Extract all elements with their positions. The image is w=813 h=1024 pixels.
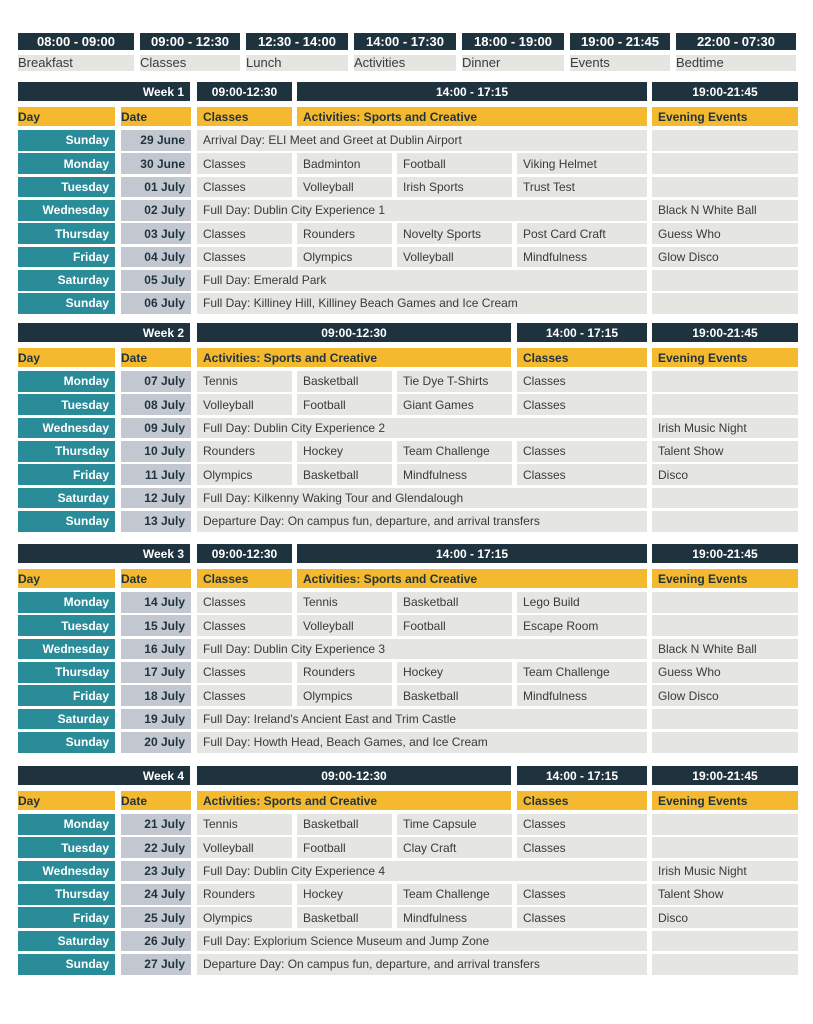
evening-cell: Glow Disco <box>652 247 798 268</box>
activity-cell: Trust Test <box>517 177 647 198</box>
activity-cell: Novelty Sports <box>397 223 512 244</box>
date-cell: 01 July <box>121 177 191 198</box>
day-cell: Sunday <box>18 130 115 151</box>
activity-cell: Classes <box>197 153 292 174</box>
date-cell: 18 July <box>121 685 191 706</box>
full-day-cell: Full Day: Dublin City Experience 1 <box>197 200 647 221</box>
full-day-cell: Full Day: Emerald Park <box>197 270 647 291</box>
date-cell: 07 July <box>121 371 191 392</box>
activity-cell: Basketball <box>297 814 392 835</box>
evening-cell <box>652 592 798 613</box>
date-cell: 10 July <box>121 441 191 462</box>
activity-cell: Hockey <box>397 662 512 683</box>
time-header-afternoon: 14:00 - 17:15 <box>517 323 647 342</box>
activity-cell: Classes <box>517 394 647 415</box>
day-cell: Saturday <box>18 931 115 952</box>
activity-cell: Post Card Craft <box>517 223 647 244</box>
column-header-evening: Evening Events <box>652 791 798 810</box>
activity-cell: Volleyball <box>197 837 292 858</box>
date-cell: 20 July <box>121 732 191 753</box>
day-cell: Saturday <box>18 488 115 509</box>
column-header-day: Day <box>18 348 115 367</box>
date-cell: 30 June <box>121 153 191 174</box>
day-cell: Wednesday <box>18 200 115 221</box>
day-cell: Friday <box>18 907 115 928</box>
date-cell: 15 July <box>121 615 191 636</box>
column-header-activities: Activities: Sports and Creative <box>197 791 511 810</box>
time-header-evening: 19:00-21:45 <box>652 544 798 563</box>
date-cell: 27 July <box>121 954 191 975</box>
activity-cell: Rounders <box>297 223 392 244</box>
full-day-cell: Full Day: Ireland's Ancient East and Trim Castle <box>197 709 647 730</box>
day-cell: Thursday <box>18 223 115 244</box>
activity-cell: Classes <box>517 837 647 858</box>
date-cell: 09 July <box>121 418 191 439</box>
evening-cell: Irish Music Night <box>652 418 798 439</box>
evening-cell <box>652 394 798 415</box>
activity-cell: Irish Sports <box>397 177 512 198</box>
column-header-date: Date <box>121 107 191 126</box>
evening-cell: Black N White Ball <box>652 200 798 221</box>
day-cell: Tuesday <box>18 615 115 636</box>
overview-time: 18:00 - 19:00 <box>462 33 564 50</box>
date-cell: 12 July <box>121 488 191 509</box>
activity-cell: Giant Games <box>397 394 512 415</box>
activity-cell: Classes <box>517 884 647 905</box>
evening-cell <box>652 732 798 753</box>
column-header-day: Day <box>18 569 115 588</box>
day-cell: Tuesday <box>18 837 115 858</box>
activity-cell: Escape Room <box>517 615 647 636</box>
date-cell: 22 July <box>121 837 191 858</box>
time-header-afternoon: 14:00 - 17:15 <box>297 82 647 101</box>
day-cell: Friday <box>18 464 115 485</box>
evening-cell: Guess Who <box>652 223 798 244</box>
column-header-classes: Classes <box>517 791 647 810</box>
activity-cell: Mindfulness <box>517 247 647 268</box>
day-cell: Monday <box>18 371 115 392</box>
time-header-morning: 09:00-12:30 <box>197 323 511 342</box>
evening-cell <box>652 931 798 952</box>
day-cell: Monday <box>18 153 115 174</box>
overview-time: 19:00 - 21:45 <box>570 33 670 50</box>
date-cell: 05 July <box>121 270 191 291</box>
date-cell: 13 July <box>121 511 191 532</box>
date-cell: 26 July <box>121 931 191 952</box>
column-header-day: Day <box>18 791 115 810</box>
day-cell: Monday <box>18 814 115 835</box>
evening-cell <box>652 709 798 730</box>
activity-cell: Classes <box>197 247 292 268</box>
overview-label: Activities <box>354 55 456 71</box>
date-cell: 11 July <box>121 464 191 485</box>
overview-label: Breakfast <box>18 55 134 71</box>
date-cell: 19 July <box>121 709 191 730</box>
activity-cell: Basketball <box>297 464 392 485</box>
date-cell: 25 July <box>121 907 191 928</box>
week-title: Week 4 <box>18 766 190 785</box>
activity-cell: Basketball <box>397 592 512 613</box>
activity-cell: Basketball <box>297 907 392 928</box>
column-header-evening: Evening Events <box>652 569 798 588</box>
activity-cell: Classes <box>197 223 292 244</box>
column-header-day: Day <box>18 107 115 126</box>
time-header-evening: 19:00-21:45 <box>652 323 798 342</box>
evening-cell <box>652 177 798 198</box>
evening-cell: Irish Music Night <box>652 861 798 882</box>
activity-cell: Classes <box>517 464 647 485</box>
time-header-afternoon: 14:00 - 17:15 <box>297 544 647 563</box>
full-day-cell: Departure Day: On campus fun, departure, and arrival transfers <box>197 954 647 975</box>
activity-cell: Mindfulness <box>397 907 512 928</box>
date-cell: 02 July <box>121 200 191 221</box>
overview-label: Dinner <box>462 55 564 71</box>
day-cell: Sunday <box>18 732 115 753</box>
day-cell: Friday <box>18 247 115 268</box>
activity-cell: Tennis <box>197 371 292 392</box>
day-cell: Tuesday <box>18 394 115 415</box>
column-header-activities: Activities: Sports and Creative <box>197 348 511 367</box>
time-header-morning: 09:00-12:30 <box>197 544 292 563</box>
activity-cell: Volleyball <box>397 247 512 268</box>
evening-cell <box>652 488 798 509</box>
activity-cell: Volleyball <box>297 177 392 198</box>
activity-cell: Volleyball <box>197 394 292 415</box>
activity-cell: Rounders <box>197 884 292 905</box>
evening-cell <box>652 954 798 975</box>
overview-label: Classes <box>140 55 240 71</box>
column-header-evening: Evening Events <box>652 348 798 367</box>
column-header-classes: Classes <box>517 348 647 367</box>
activity-cell: Rounders <box>297 662 392 683</box>
column-header-activities: Activities: Sports and Creative <box>297 569 647 588</box>
overview-label: Bedtime <box>676 55 796 71</box>
date-cell: 08 July <box>121 394 191 415</box>
time-header-evening: 19:00-21:45 <box>652 766 798 785</box>
date-cell: 24 July <box>121 884 191 905</box>
day-cell: Monday <box>18 592 115 613</box>
overview-time: 08:00 - 09:00 <box>18 33 134 50</box>
activity-cell: Badminton <box>297 153 392 174</box>
activity-cell: Clay Craft <box>397 837 512 858</box>
time-header-evening: 19:00-21:45 <box>652 82 798 101</box>
date-cell: 17 July <box>121 662 191 683</box>
activity-cell: Mindfulness <box>397 464 512 485</box>
activity-cell: Football <box>397 615 512 636</box>
day-cell: Wednesday <box>18 639 115 660</box>
activity-cell: Hockey <box>297 884 392 905</box>
activity-cell: Basketball <box>297 371 392 392</box>
day-cell: Thursday <box>18 662 115 683</box>
evening-cell <box>652 814 798 835</box>
week-title: Week 2 <box>18 323 190 342</box>
date-cell: 04 July <box>121 247 191 268</box>
date-cell: 21 July <box>121 814 191 835</box>
evening-cell: Disco <box>652 464 798 485</box>
activity-cell: Team Challenge <box>517 662 647 683</box>
day-cell: Thursday <box>18 441 115 462</box>
date-cell: 16 July <box>121 639 191 660</box>
full-day-cell: Full Day: Dublin City Experience 3 <box>197 639 647 660</box>
time-header-afternoon: 14:00 - 17:15 <box>517 766 647 785</box>
activity-cell: Classes <box>197 662 292 683</box>
evening-cell <box>652 837 798 858</box>
activity-cell: Olympics <box>297 247 392 268</box>
activity-cell: Tie Dye T-Shirts <box>397 371 512 392</box>
overview-label: Events <box>570 55 670 71</box>
activity-cell: Classes <box>517 441 647 462</box>
day-cell: Friday <box>18 685 115 706</box>
overview-label: Lunch <box>246 55 348 71</box>
evening-cell: Black N White Ball <box>652 639 798 660</box>
time-header-morning: 09:00-12:30 <box>197 82 292 101</box>
activity-cell: Tennis <box>297 592 392 613</box>
column-header-date: Date <box>121 569 191 588</box>
overview-time: 14:00 - 17:30 <box>354 33 456 50</box>
day-cell: Wednesday <box>18 861 115 882</box>
full-day-cell: Full Day: Killiney Hill, Killiney Beach Games and Ice Cream <box>197 293 647 314</box>
full-day-cell: Full Day: Howth Head, Beach Games, and Ice Cream <box>197 732 647 753</box>
full-day-cell: Arrival Day: ELI Meet and Greet at Dublin Airport <box>197 130 647 151</box>
activity-cell: Time Capsule <box>397 814 512 835</box>
activity-cell: Classes <box>197 685 292 706</box>
activity-cell: Olympics <box>297 685 392 706</box>
activity-cell: Classes <box>517 814 647 835</box>
column-header-classes: Classes <box>197 569 292 588</box>
activity-cell: Rounders <box>197 441 292 462</box>
column-header-activities: Activities: Sports and Creative <box>297 107 647 126</box>
activity-cell: Olympics <box>197 464 292 485</box>
date-cell: 23 July <box>121 861 191 882</box>
activity-cell: Mindfulness <box>517 685 647 706</box>
activity-cell: Team Challenge <box>397 441 512 462</box>
evening-cell <box>652 371 798 392</box>
evening-cell <box>652 615 798 636</box>
evening-cell <box>652 153 798 174</box>
evening-cell <box>652 270 798 291</box>
activity-cell: Classes <box>197 592 292 613</box>
week-title: Week 3 <box>18 544 190 563</box>
evening-cell: Talent Show <box>652 441 798 462</box>
activity-cell: Football <box>297 837 392 858</box>
full-day-cell: Full Day: Dublin City Experience 4 <box>197 861 647 882</box>
activity-cell: Classes <box>517 907 647 928</box>
full-day-cell: Full Day: Kilkenny Waking Tour and Glendalough <box>197 488 647 509</box>
time-header-morning: 09:00-12:30 <box>197 766 511 785</box>
activity-cell: Football <box>297 394 392 415</box>
column-header-date: Date <box>121 348 191 367</box>
day-cell: Saturday <box>18 709 115 730</box>
activity-cell: Tennis <box>197 814 292 835</box>
activity-cell: Classes <box>517 371 647 392</box>
evening-cell <box>652 293 798 314</box>
activity-cell: Hockey <box>297 441 392 462</box>
day-cell: Tuesday <box>18 177 115 198</box>
evening-cell: Talent Show <box>652 884 798 905</box>
full-day-cell: Departure Day: On campus fun, departure, and arrival transfers <box>197 511 647 532</box>
day-cell: Sunday <box>18 954 115 975</box>
activity-cell: Classes <box>197 177 292 198</box>
date-cell: 14 July <box>121 592 191 613</box>
column-header-classes: Classes <box>197 107 292 126</box>
activity-cell: Viking Helmet <box>517 153 647 174</box>
column-header-date: Date <box>121 791 191 810</box>
evening-cell: Disco <box>652 907 798 928</box>
day-cell: Thursday <box>18 884 115 905</box>
date-cell: 03 July <box>121 223 191 244</box>
activity-cell: Olympics <box>197 907 292 928</box>
date-cell: 29 June <box>121 130 191 151</box>
activity-cell: Lego Build <box>517 592 647 613</box>
overview-time: 12:30 - 14:00 <box>246 33 348 50</box>
day-cell: Saturday <box>18 270 115 291</box>
evening-cell <box>652 511 798 532</box>
day-cell: Sunday <box>18 293 115 314</box>
activity-cell: Basketball <box>397 685 512 706</box>
week-title: Week 1 <box>18 82 190 101</box>
day-cell: Sunday <box>18 511 115 532</box>
activity-cell: Team Challenge <box>397 884 512 905</box>
evening-cell: Guess Who <box>652 662 798 683</box>
overview-time: 22:00 - 07:30 <box>676 33 796 50</box>
date-cell: 06 July <box>121 293 191 314</box>
activity-cell: Football <box>397 153 512 174</box>
full-day-cell: Full Day: Explorium Science Museum and Jump Zone <box>197 931 647 952</box>
evening-cell: Glow Disco <box>652 685 798 706</box>
full-day-cell: Full Day: Dublin City Experience 2 <box>197 418 647 439</box>
column-header-evening: Evening Events <box>652 107 798 126</box>
activity-cell: Classes <box>197 615 292 636</box>
overview-time: 09:00 - 12:30 <box>140 33 240 50</box>
day-cell: Wednesday <box>18 418 115 439</box>
activity-cell: Volleyball <box>297 615 392 636</box>
evening-cell <box>652 130 798 151</box>
